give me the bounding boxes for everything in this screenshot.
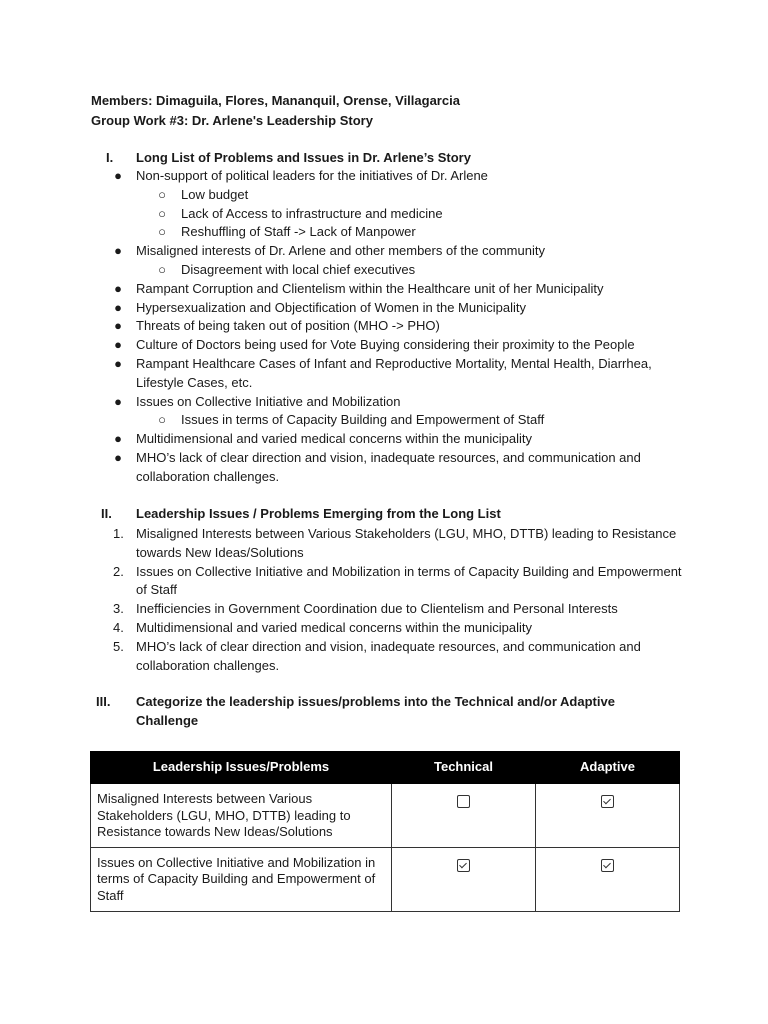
list-item: [0, 167, 768, 242]
adaptive-cell: [536, 784, 680, 848]
challenge-table: [90, 751, 680, 912]
item-number: 5.: [113, 638, 124, 654]
bullet-icon: ●: [114, 280, 122, 296]
list-item-text: Issues on Collective Initiative and Mobilization: [136, 393, 401, 409]
list-item: [0, 299, 768, 318]
section-number: II.: [101, 506, 112, 521]
section-3-heading: [96, 693, 696, 733]
numbered-item-text: Multidimensional and varied medical concerns within the municipality: [136, 619, 532, 635]
item-number: 3.: [113, 601, 124, 617]
numbered-item: [0, 525, 768, 563]
column-header-adaptive: Adaptive: [536, 752, 680, 784]
list-item: [0, 242, 768, 280]
bullet-icon: ●: [114, 431, 122, 447]
list-item-text: Misaligned interests of Dr. Arlene and other members of the community: [136, 243, 545, 259]
sub-list-item: [0, 205, 768, 224]
numbered-item-text: Inefficiencies in Government Coordination due to Clientelism and Personal Interests: [136, 601, 618, 617]
sub-list-item: [0, 411, 768, 430]
technical-checkbox[interactable]: [457, 795, 470, 808]
list-item: [0, 317, 768, 336]
column-header-technical: Technical: [392, 752, 536, 784]
numbered-item-text: MHO’s lack of clear direction and vision, inadequate resources, and communication and collaboration challenges.: [136, 638, 641, 673]
adaptive-cell: [536, 847, 680, 911]
section-number: III.: [96, 694, 111, 709]
technical-cell: [392, 784, 536, 848]
section-title: Long List of Problems and Issues in Dr. Arlene’s Story: [136, 150, 471, 165]
issue-cell: Misaligned Interests between Various Stakeholders (LGU, MHO, DTTB) leading to Resistance towards New Ideas/Solutions: [91, 784, 392, 848]
technical-cell: [392, 847, 536, 911]
section-title: Leadership Issues / Problems Emerging from the Long List: [136, 506, 501, 521]
numbered-item-text: Misaligned Interests between Various Stakeholders (LGU, MHO, DTTB) leading to Resistance towards New Ideas/Solutions: [136, 526, 677, 560]
long-list: [0, 167, 768, 487]
leadership-issues-list: [0, 525, 768, 675]
list-item-text: Rampant Corruption and Clientelism within the Healthcare unit of her Municipality: [136, 280, 604, 296]
numbered-item: [0, 563, 768, 601]
circle-bullet-icon: ○: [158, 412, 166, 428]
bullet-icon: ●: [114, 393, 122, 409]
bullet-icon: ●: [114, 243, 122, 259]
numbered-item: [0, 619, 768, 638]
table-row: [91, 847, 680, 911]
bullet-icon: ●: [114, 299, 122, 315]
document-title: Group Work #3: Dr. Arlene's Leadership Story: [91, 112, 373, 128]
item-number: 4.: [113, 619, 124, 635]
item-number: 1.: [113, 526, 124, 541]
list-item-text: Culture of Doctors being used for Vote Buying considering their proximity to the People: [136, 337, 635, 353]
table-row: [91, 784, 680, 848]
bullet-icon: ●: [114, 355, 122, 371]
issue-cell: Issues on Collective Initiative and Mobilization in terms of Capacity Building and Empowerment of Staff: [91, 847, 392, 911]
sub-list-item: [0, 223, 768, 242]
column-header-issues: Leadership Issues/Problems: [91, 752, 392, 784]
list-item-text: Multidimensional and varied medical concerns within the municipality: [136, 431, 532, 447]
section-title: Categorize the leadership issues/problems into the Technical and/or Adaptive Challenge: [136, 694, 615, 728]
item-number: 2.: [113, 563, 124, 579]
bullet-icon: ●: [114, 449, 122, 465]
list-item-text: MHO’s lack of clear direction and vision, inadequate resources, and communication and collaboration challenges.: [136, 449, 641, 484]
sub-item-text: Disagreement with local chief executives: [181, 261, 416, 277]
document-header: [91, 91, 460, 130]
section-number: I.: [106, 150, 114, 165]
list-item: [0, 280, 768, 299]
sub-item-text: Issues in terms of Capacity Building and Empowerment of Staff: [181, 412, 545, 428]
sub-item-text: Lack of Access to infrastructure and medicine: [181, 205, 443, 221]
technical-checkbox[interactable]: [457, 859, 470, 872]
members-line: Members: Dimaguila, Flores, Mananquil, Orense, Villagarcia: [91, 93, 460, 108]
adaptive-checkbox[interactable]: [601, 859, 614, 872]
list-item: [0, 336, 768, 355]
bullet-icon: ●: [114, 168, 122, 183]
list-item-text: Threats of being taken out of position (MHO -> PHO): [136, 318, 440, 334]
list-item: [0, 430, 768, 449]
sub-item-text: Reshuffling of Staff -> Lack of Manpower: [181, 224, 416, 240]
section-1-heading: [106, 149, 706, 168]
numbered-item: [0, 638, 768, 676]
bullet-icon: ●: [114, 318, 122, 334]
circle-bullet-icon: ○: [158, 261, 166, 277]
bullet-icon: ●: [114, 337, 122, 353]
circle-bullet-icon: ○: [158, 224, 166, 240]
sub-list-item: [0, 186, 768, 205]
circle-bullet-icon: ○: [158, 186, 166, 202]
list-item-text: Non-support of political leaders for the initiatives of Dr. Arlene: [136, 168, 488, 183]
list-item: [0, 393, 768, 431]
numbered-item-text: Issues on Collective Initiative and Mobilization in terms of Capacity Building and Empowerment of Staff: [136, 563, 682, 598]
list-item-text: Rampant Healthcare Cases of Infant and Reproductive Mortality, Mental Health, Diarrhea, Lifestyle Cases, etc.: [136, 355, 652, 390]
sub-item-text: Low budget: [181, 186, 249, 202]
list-item: [0, 449, 768, 487]
table-header-row: [91, 752, 680, 784]
circle-bullet-icon: ○: [158, 205, 166, 221]
list-item: [0, 355, 768, 393]
section-2-heading: [101, 505, 701, 524]
list-item-text: Hypersexualization and Objectification of Women in the Municipality: [136, 299, 526, 315]
adaptive-checkbox[interactable]: [601, 795, 614, 808]
numbered-item: [0, 600, 768, 619]
sub-list-item: [0, 261, 768, 280]
